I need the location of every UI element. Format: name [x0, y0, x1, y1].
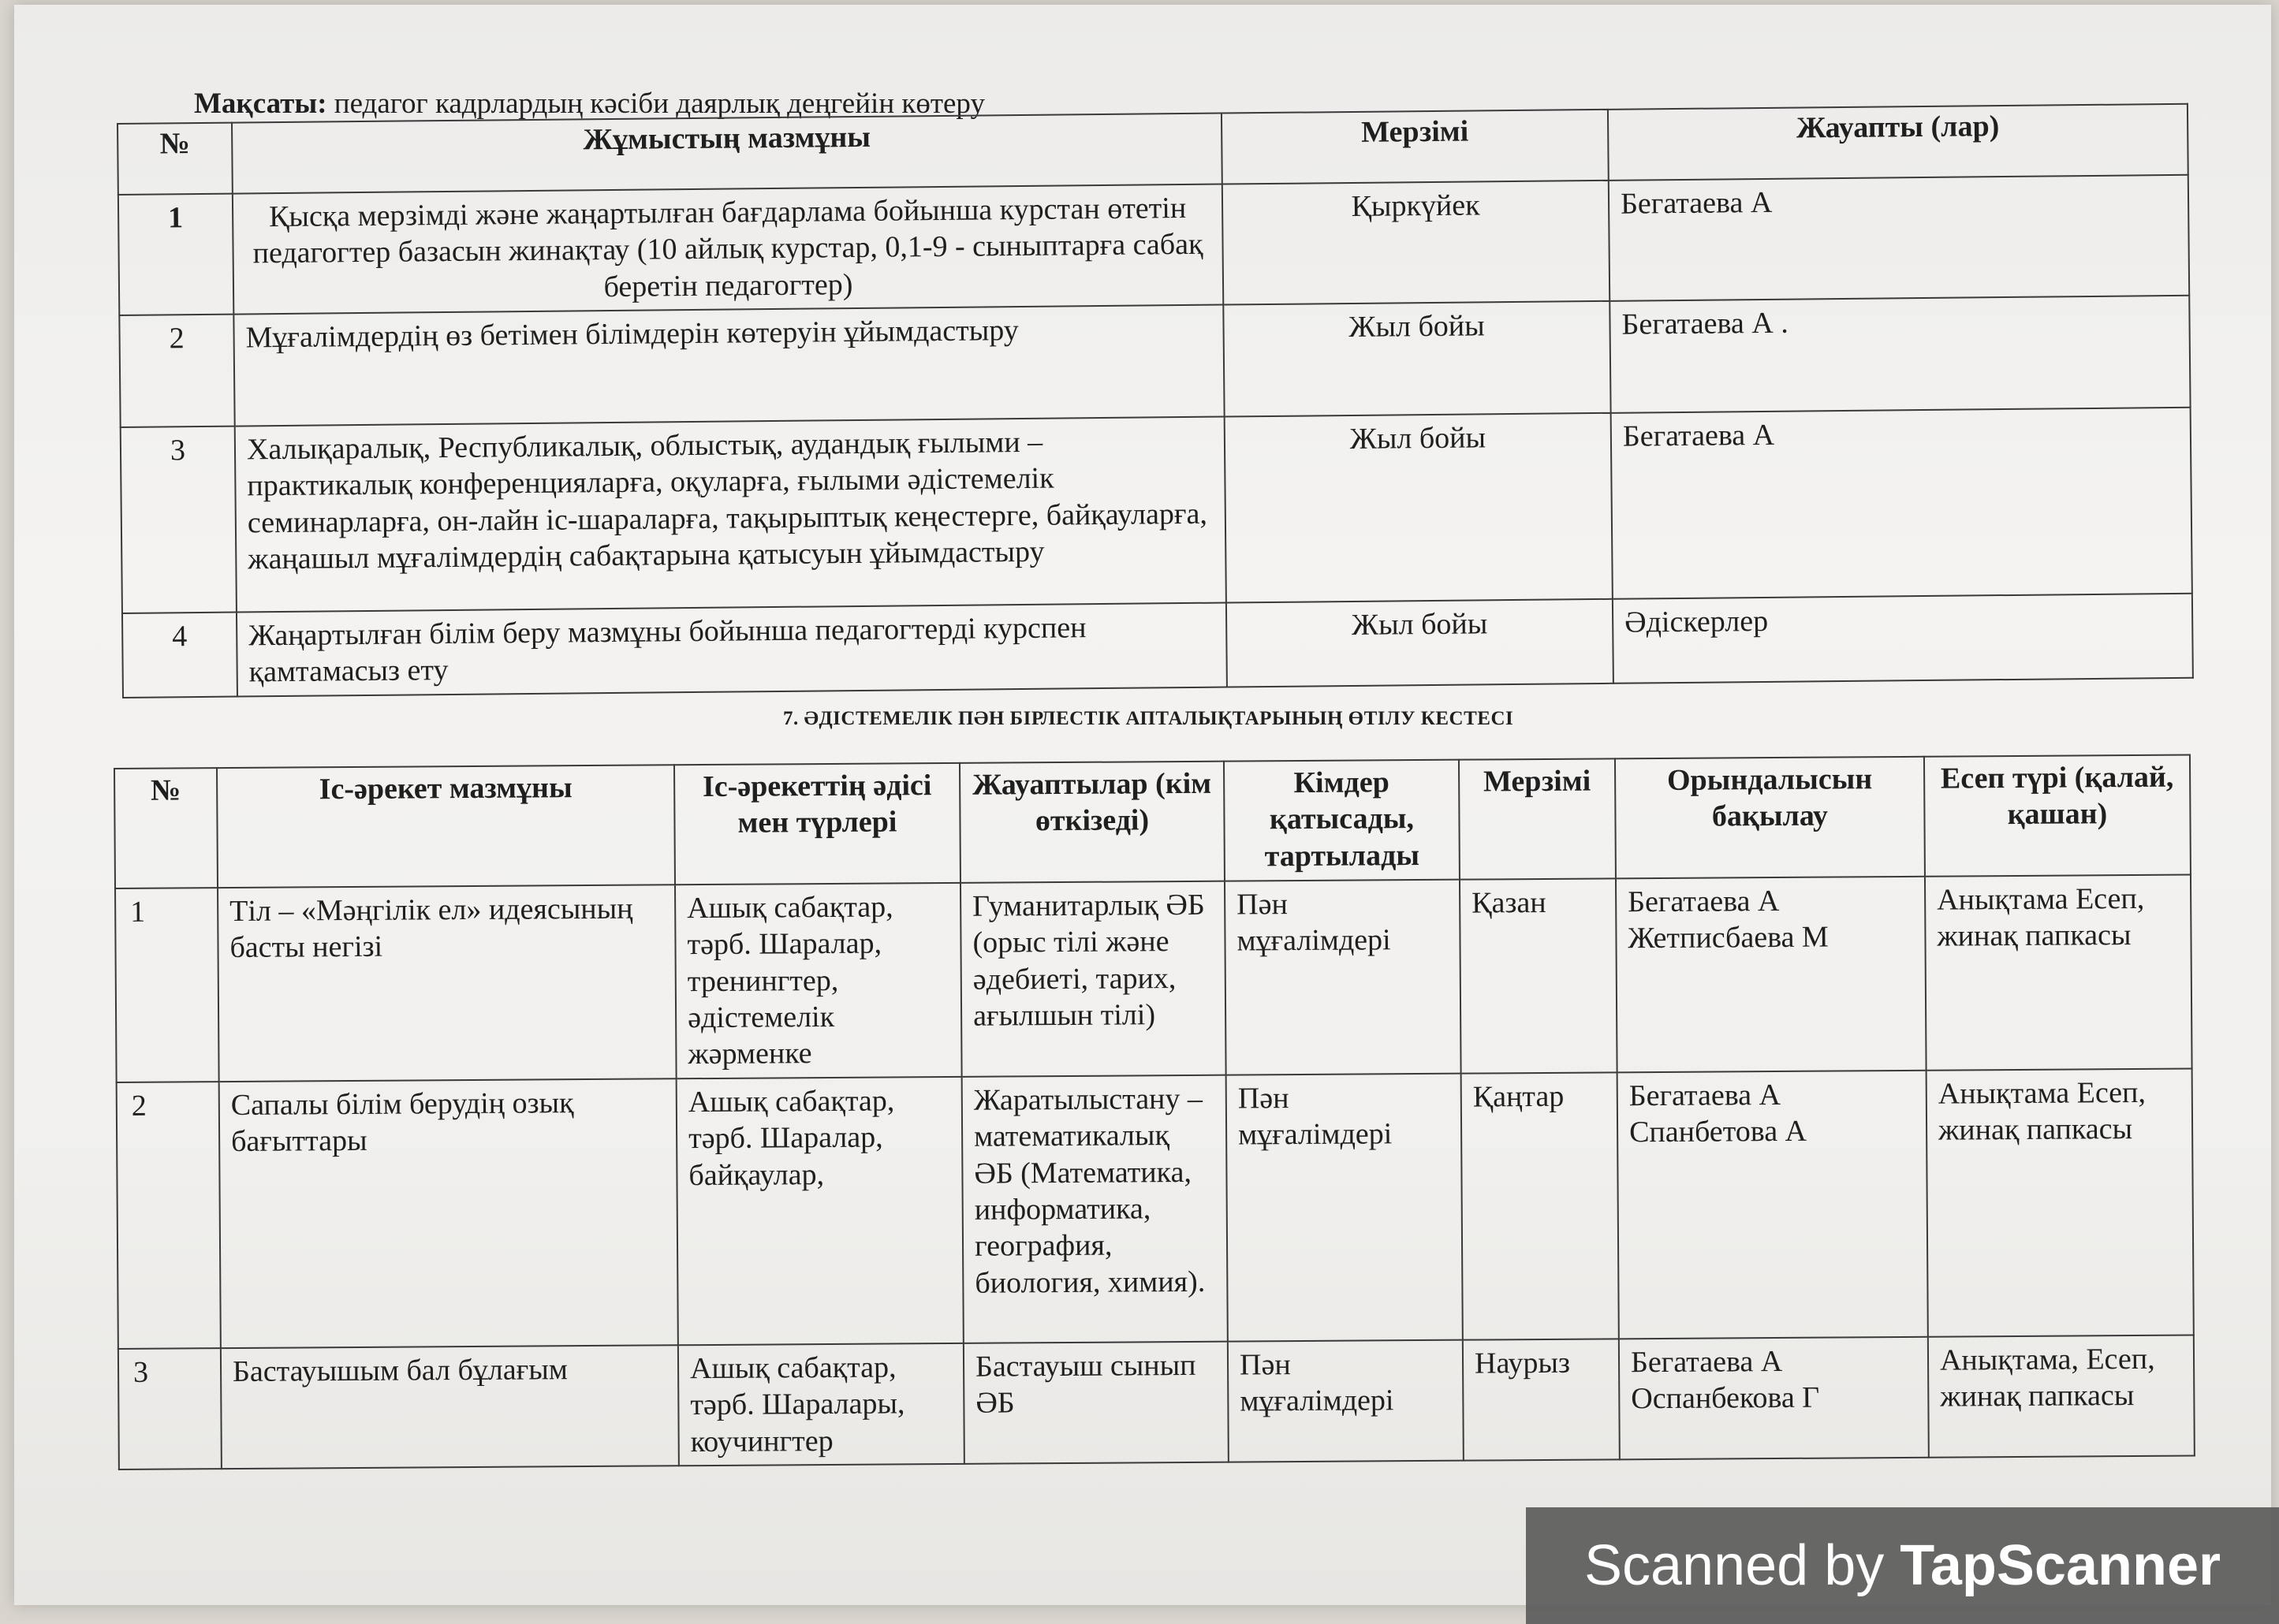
row-participants: Пән мұғалімдері — [1228, 1339, 1464, 1462]
row-content: Халықаралық, Республикалық, облыстық, аудандық ғылыми – практикалық конференцияларға, оқуларға, ғылыми әдістемелік семинарларға, он-лайн іс-шараларға, тақырыптық кеңестерге, байқауларға, жаңашыл мұғалімдердің сабақтарына қатысуын ұйымдастыру — [235, 417, 1226, 613]
goal-text: педагог кадрлардың кәсіби даярлық деңгейін көтеру — [326, 88, 985, 120]
table-row — [121, 408, 2192, 613]
row-term: Наурыз — [1463, 1339, 1620, 1460]
row-responsible: Гуманитарлық ӘБ (орыс тілі және әдебиеті, тарих, ағылшын тілі) — [960, 881, 1226, 1077]
row-report: Анықтама Есеп, жинақ папкасы — [1927, 1068, 2194, 1336]
weekly-schedule-table — [114, 754, 2195, 1470]
goal-label: Мақсаты: — [194, 88, 327, 120]
table2-header-control: Орындалысын бақылау — [1615, 757, 1925, 879]
row-content: Сапалы білім берудің озық бағыттары — [219, 1078, 678, 1348]
row-participants: Пән мұғалімдері — [1225, 880, 1461, 1075]
row-participants: Пән мұғалімдері — [1226, 1073, 1463, 1341]
row-content: Тіл – «Мәңгілік ел» идеясының басты негізі — [218, 885, 677, 1082]
row-number: 2 — [119, 315, 234, 427]
row-number: 1 — [115, 888, 219, 1082]
weekly-schedule-title: 7. ӘДІСТЕМЕЛІК ПӘН БІРЛЕСТІК АПТАЛЫҚТАРЫНЫҢ ӨТІЛУ КЕСТЕСІ — [783, 708, 1514, 729]
row-number: 3 — [118, 1348, 222, 1469]
row-content: Қысқа мерзімді және жаңартылған бағдарлама бойынша курстан өтетін педагогтер базасын жинақтау (10 айлық курстар, 0,1-9 - сыныптарға сабақ беретін педагогтер) — [233, 184, 1223, 315]
row-number: 4 — [122, 613, 237, 698]
row-report: Анықтама Есеп, жинақ папкасы — [1925, 875, 2192, 1071]
row-control: Бегатаева А Спанбетова А — [1617, 1071, 1928, 1339]
table2-header-participants: Кімдер қатысады, тартылады — [1224, 760, 1460, 881]
table2-header-responsible: Жауаптылар (кім өткізеді) — [960, 762, 1225, 883]
row-responsible: Бегатаева А — [1611, 408, 2192, 599]
table2-header-content: Іс-әрекет мазмұны — [217, 765, 675, 888]
row-control: Бегатаева А Жетписбаева М — [1616, 877, 1927, 1072]
row-content: Мұғалімдердің өз бетімен білімдерін көтеруін ұйымдастыру — [233, 305, 1224, 426]
row-methods: Ашық сабақтар, тәрб. Шаралары, коучингтер — [678, 1343, 964, 1466]
table1-header-content: Жұмыстың мазмұны — [232, 114, 1222, 194]
table1-header-num: № — [117, 123, 233, 195]
row-term: Жыл бойы — [1223, 301, 1610, 417]
professional-development-table — [117, 103, 2194, 698]
table-row — [115, 875, 2192, 1082]
row-term: Қазан — [1460, 878, 1617, 1073]
row-term: Қаңтар — [1461, 1072, 1619, 1339]
row-methods: Ашық сабақтар, тәрб. Шаралар, тренингтер, әдістемелік жәрменке — [675, 883, 962, 1078]
table2-header-report: Есеп түрі (қалай, қашан) — [1924, 755, 2191, 877]
table2-header-num: № — [114, 768, 218, 888]
table2-header-term: Мерзімі — [1459, 758, 1616, 879]
scanner-prefix: Scanned by — [1583, 1534, 1885, 1597]
row-term: Жыл бойы — [1226, 599, 1613, 687]
row-number: 3 — [121, 426, 237, 613]
table1-header-responsible: Жауапты (лар) — [1608, 104, 2188, 181]
row-responsible: Жаратылыстану – математикалық ӘБ (Математика, информатика, география, биология, химия). — [962, 1075, 1228, 1343]
row-number: 2 — [117, 1082, 221, 1349]
row-responsible: Әдіскерлер — [1613, 594, 2193, 683]
row-term: Қыркүйек — [1222, 181, 1609, 305]
scanner-brand: TapScanner — [1900, 1534, 2221, 1597]
table-row — [119, 296, 2190, 427]
table2-header-row — [114, 755, 2191, 888]
row-methods: Ашық сабақтар, тәрб. Шаралар, байқаулар, — [677, 1077, 964, 1345]
row-number: 1 — [118, 194, 233, 315]
row-responsible: Бастауыш сынып ӘБ — [964, 1341, 1229, 1463]
row-content: Бастауышым бал бұлағым — [221, 1345, 679, 1469]
table-row — [117, 1068, 2194, 1348]
row-responsible: Бегатаева А — [1609, 175, 2189, 301]
table2-header-methods: Іс-әрекеттің әдісі мен түрлері — [674, 763, 960, 885]
row-term: Жыл бойы — [1225, 413, 1613, 603]
row-report: Анықтама, Есеп, жинақ папкасы — [1928, 1335, 2195, 1457]
row-content: Жаңартылған білім беру мазмұны бойынша педагогтерді курспен қамтамасыз ету — [237, 603, 1227, 697]
scanner-watermark — [1526, 1507, 2279, 1624]
row-responsible: Бегатаева А . — [1609, 296, 2190, 413]
scanned-page — [14, 5, 2271, 1605]
table1-header-term: Мерзімі — [1222, 110, 1609, 184]
table-row — [118, 1335, 2195, 1469]
row-control: Бегатаева А Оспанбекова Г — [1619, 1337, 1929, 1460]
table-row — [118, 175, 2189, 315]
